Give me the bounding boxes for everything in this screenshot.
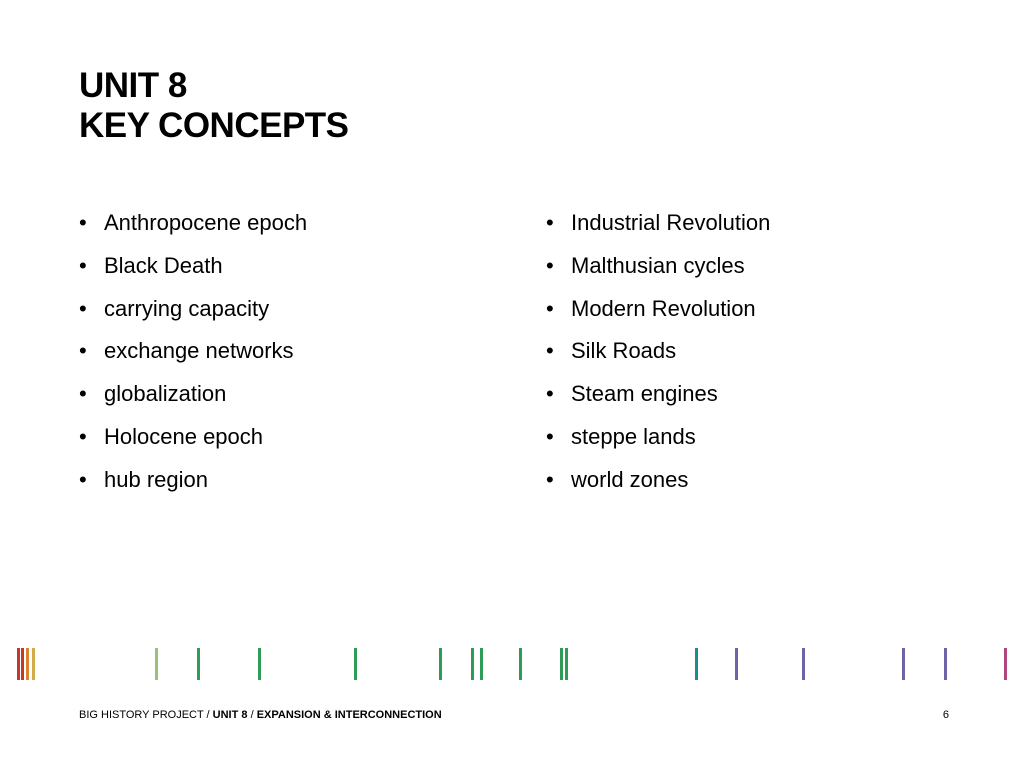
footer-separator: / [247, 709, 257, 721]
timeline-tick [480, 648, 483, 680]
concept-label: Black Death [104, 252, 223, 278]
concept-item [79, 245, 307, 288]
concept-label: Silk Roads [571, 338, 677, 364]
concept-item [79, 330, 307, 373]
concept-item [79, 416, 307, 459]
timeline-tick [902, 648, 905, 680]
bullet-icon: • [79, 381, 87, 407]
concept-item [546, 459, 770, 502]
timeline-tick [565, 648, 568, 680]
footer-unit-title: EXPANSION & INTERCONNECTION [256, 709, 442, 721]
concept-item [546, 373, 770, 416]
bullet-icon: • [546, 381, 554, 407]
timeline-tick [560, 648, 563, 680]
timeline-tick [944, 648, 947, 680]
footer-breadcrumb [79, 708, 442, 722]
concept-item [546, 202, 770, 245]
footer-unit: UNIT 8 [212, 709, 248, 721]
bullet-icon: • [546, 423, 554, 449]
timeline-tick [26, 648, 29, 680]
timeline-tick [695, 648, 698, 680]
bullet-icon: • [79, 423, 87, 449]
concept-label: globalization [104, 381, 227, 407]
timeline-tick [519, 648, 522, 680]
bullet-icon: • [79, 338, 87, 364]
title-line-unit: UNIT 8 [79, 66, 187, 105]
concept-item [546, 330, 770, 373]
concepts-list-left [79, 202, 307, 502]
bullet-icon: • [79, 210, 87, 235]
concept-label: Anthropocene epoch [104, 210, 308, 235]
concept-item [546, 416, 770, 459]
timeline-tick [439, 648, 442, 680]
concept-label: world zones [571, 466, 689, 492]
timeline-tick [471, 648, 474, 680]
bullet-icon: • [546, 295, 554, 321]
title-line-key-concepts: KEY CONCEPTS [79, 106, 349, 145]
concept-label: Steam engines [571, 381, 718, 407]
concept-label: Modern Revolution [571, 295, 756, 321]
concept-label: Industrial Revolution [571, 210, 771, 235]
timeline-decoration [0, 648, 1024, 680]
bullet-icon: • [546, 338, 554, 364]
concept-label: hub region [104, 466, 208, 492]
bullet-icon: • [546, 210, 554, 235]
bullet-icon: • [546, 252, 554, 278]
timeline-tick [32, 648, 35, 680]
concept-label: steppe lands [571, 423, 696, 449]
concept-label: Malthusian cycles [571, 252, 745, 278]
concept-label: Holocene epoch [104, 423, 264, 449]
concepts-list-right [546, 202, 770, 502]
bullet-icon: • [79, 295, 87, 321]
footer-separator: / [203, 709, 213, 721]
timeline-tick [735, 648, 738, 680]
concept-item [79, 459, 307, 502]
concept-label: exchange networks [104, 338, 294, 364]
bullet-icon: • [546, 466, 554, 492]
timeline-tick [155, 648, 158, 680]
timeline-tick [197, 648, 200, 680]
concept-item [546, 288, 770, 331]
concept-item [79, 288, 307, 331]
concept-item [546, 245, 770, 288]
timeline-tick [258, 648, 261, 680]
timeline-tick [802, 648, 805, 680]
concept-label: carrying capacity [104, 295, 270, 321]
timeline-tick [17, 648, 20, 680]
timeline-tick [1004, 648, 1007, 680]
footer-project: BIG HISTORY PROJECT [79, 709, 204, 721]
timeline-tick [354, 648, 357, 680]
concept-item [79, 373, 307, 416]
concept-item [79, 202, 307, 245]
timeline-tick [21, 648, 24, 680]
slide-title [79, 66, 349, 146]
bullet-icon: • [79, 252, 87, 278]
page-number: 6 [942, 709, 949, 721]
bullet-icon: • [79, 466, 87, 492]
